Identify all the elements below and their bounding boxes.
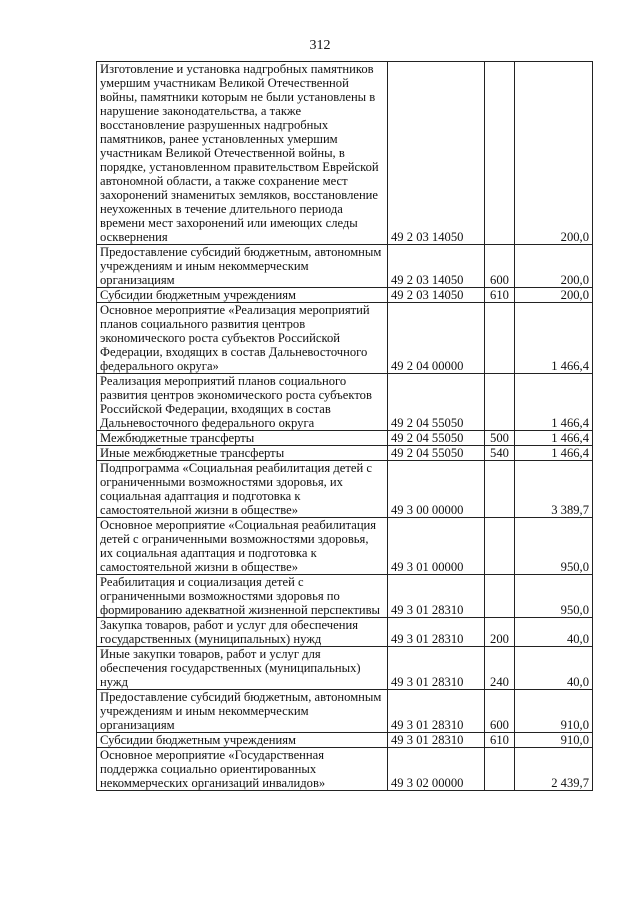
row-name-cell: Реализация мероприятий планов социального развития центров экономического роста субъектов Российской Федерации, входящих в состав Дальневосточного федерального округа [97,374,388,431]
row-code-cell: 49 3 02 00000 [388,748,485,791]
row-name-cell: Подпрограмма «Социальная реабилитация детей с ограниченными возможностями здоровья, их социальная адаптация и подготовка к самостоятельной жизни в обществе» [97,461,388,518]
row-expense-type-cell [485,303,515,374]
table-row [97,288,593,303]
row-name-cell: Иные закупки товаров, работ и услуг для обеспечения государственных (муниципальных) нужд [97,647,388,690]
table-row [97,303,593,374]
table-row [97,618,593,647]
table-row [97,575,593,618]
budget-table-body [97,62,593,791]
row-expense-type-cell [485,748,515,791]
row-code-cell: 49 3 00 00000 [388,461,485,518]
row-amount-cell: 200,0 [515,245,593,288]
row-expense-type-cell [485,461,515,518]
row-name-cell: Изготовление и установка надгробных памятников умершим участникам Великой Отечественной войны, памятники которым не были установлены в нарушение законодательства, а также восстановление разрушенных надгробных памятников, ранее установленных умершим участникам Великой Отечественной войны, в порядке, установленном правительством Еврейской автономной области, а также сохранение мест захоронений знаменитых земляков, восстановление неухоженных в течение длительного периода времени мест захоронений или имеющих следы осквернения [97,62,388,245]
table-row [97,446,593,461]
row-code-cell: 49 2 03 14050 [388,245,485,288]
row-amount-cell: 1 466,4 [515,374,593,431]
row-code-cell: 49 3 01 28310 [388,733,485,748]
row-amount-cell: 910,0 [515,690,593,733]
row-amount-cell: 950,0 [515,575,593,618]
row-amount-cell: 950,0 [515,518,593,575]
row-name-cell: Закупка товаров, работ и услуг для обеспечения государственных (муниципальных) нужд [97,618,388,647]
row-expense-type-cell [485,518,515,575]
row-name-cell: Основное мероприятие «Реализация мероприятий планов социального развития центров экономического роста субъектов Российской Федерации, входящих в состав Дальневосточного федерального округа» [97,303,388,374]
row-code-cell: 49 3 01 28310 [388,575,485,618]
row-expense-type-cell: 600 [485,690,515,733]
row-expense-type-cell: 200 [485,618,515,647]
row-expense-type-cell: 610 [485,733,515,748]
table-row [97,245,593,288]
row-name-cell: Реабилитация и социализация детей с ограниченными возможностями здоровья по формированию адекватной жизненной перспективы [97,575,388,618]
row-expense-type-cell [485,575,515,618]
row-amount-cell: 1 466,4 [515,303,593,374]
row-code-cell: 49 2 04 55050 [388,374,485,431]
table-row [97,748,593,791]
row-code-cell: 49 2 04 55050 [388,431,485,446]
row-amount-cell: 1 466,4 [515,446,593,461]
row-name-cell: Субсидии бюджетным учреждениям [97,288,388,303]
row-code-cell: 49 2 04 55050 [388,446,485,461]
row-name-cell: Межбюджетные трансферты [97,431,388,446]
row-amount-cell: 200,0 [515,288,593,303]
row-code-cell: 49 2 03 14050 [388,288,485,303]
row-amount-cell: 40,0 [515,647,593,690]
row-name-cell: Основное мероприятие «Государственная поддержка социально ориентированных некоммерческих организаций инвалидов» [97,748,388,791]
row-amount-cell: 3 389,7 [515,461,593,518]
row-expense-type-cell: 610 [485,288,515,303]
table-row [97,461,593,518]
table-row [97,690,593,733]
row-expense-type-cell: 540 [485,446,515,461]
row-amount-cell: 40,0 [515,618,593,647]
budget-table [96,61,593,791]
row-name-cell: Предоставление субсидий бюджетным, автономным учреждениям и иным некоммерческим организациям [97,245,388,288]
table-row [97,374,593,431]
table-row [97,62,593,245]
row-expense-type-cell: 500 [485,431,515,446]
row-expense-type-cell: 240 [485,647,515,690]
row-code-cell: 49 3 01 28310 [388,690,485,733]
table-row [97,647,593,690]
page-number: 312 [309,38,331,53]
table-row [97,518,593,575]
row-expense-type-cell [485,374,515,431]
row-code-cell: 49 3 01 28310 [388,618,485,647]
row-amount-cell: 1 466,4 [515,431,593,446]
row-name-cell: Основное мероприятие «Социальная реабилитация детей с ограниченными возможностями здоровья, их социальная адаптация и подготовка к самостоятельной жизни в обществе» [97,518,388,575]
row-amount-cell: 200,0 [515,62,593,245]
row-expense-type-cell: 600 [485,245,515,288]
row-amount-cell: 2 439,7 [515,748,593,791]
row-amount-cell: 910,0 [515,733,593,748]
row-code-cell: 49 2 03 14050 [388,62,485,245]
row-code-cell: 49 2 04 00000 [388,303,485,374]
row-code-cell: 49 3 01 28310 [388,647,485,690]
row-name-cell: Иные межбюджетные трансферты [97,446,388,461]
row-name-cell: Субсидии бюджетным учреждениям [97,733,388,748]
row-expense-type-cell [485,62,515,245]
row-name-cell: Предоставление субсидий бюджетным, автономным учреждениям и иным некоммерческим организациям [97,690,388,733]
table-row [97,431,593,446]
table-row [97,733,593,748]
row-code-cell: 49 3 01 00000 [388,518,485,575]
